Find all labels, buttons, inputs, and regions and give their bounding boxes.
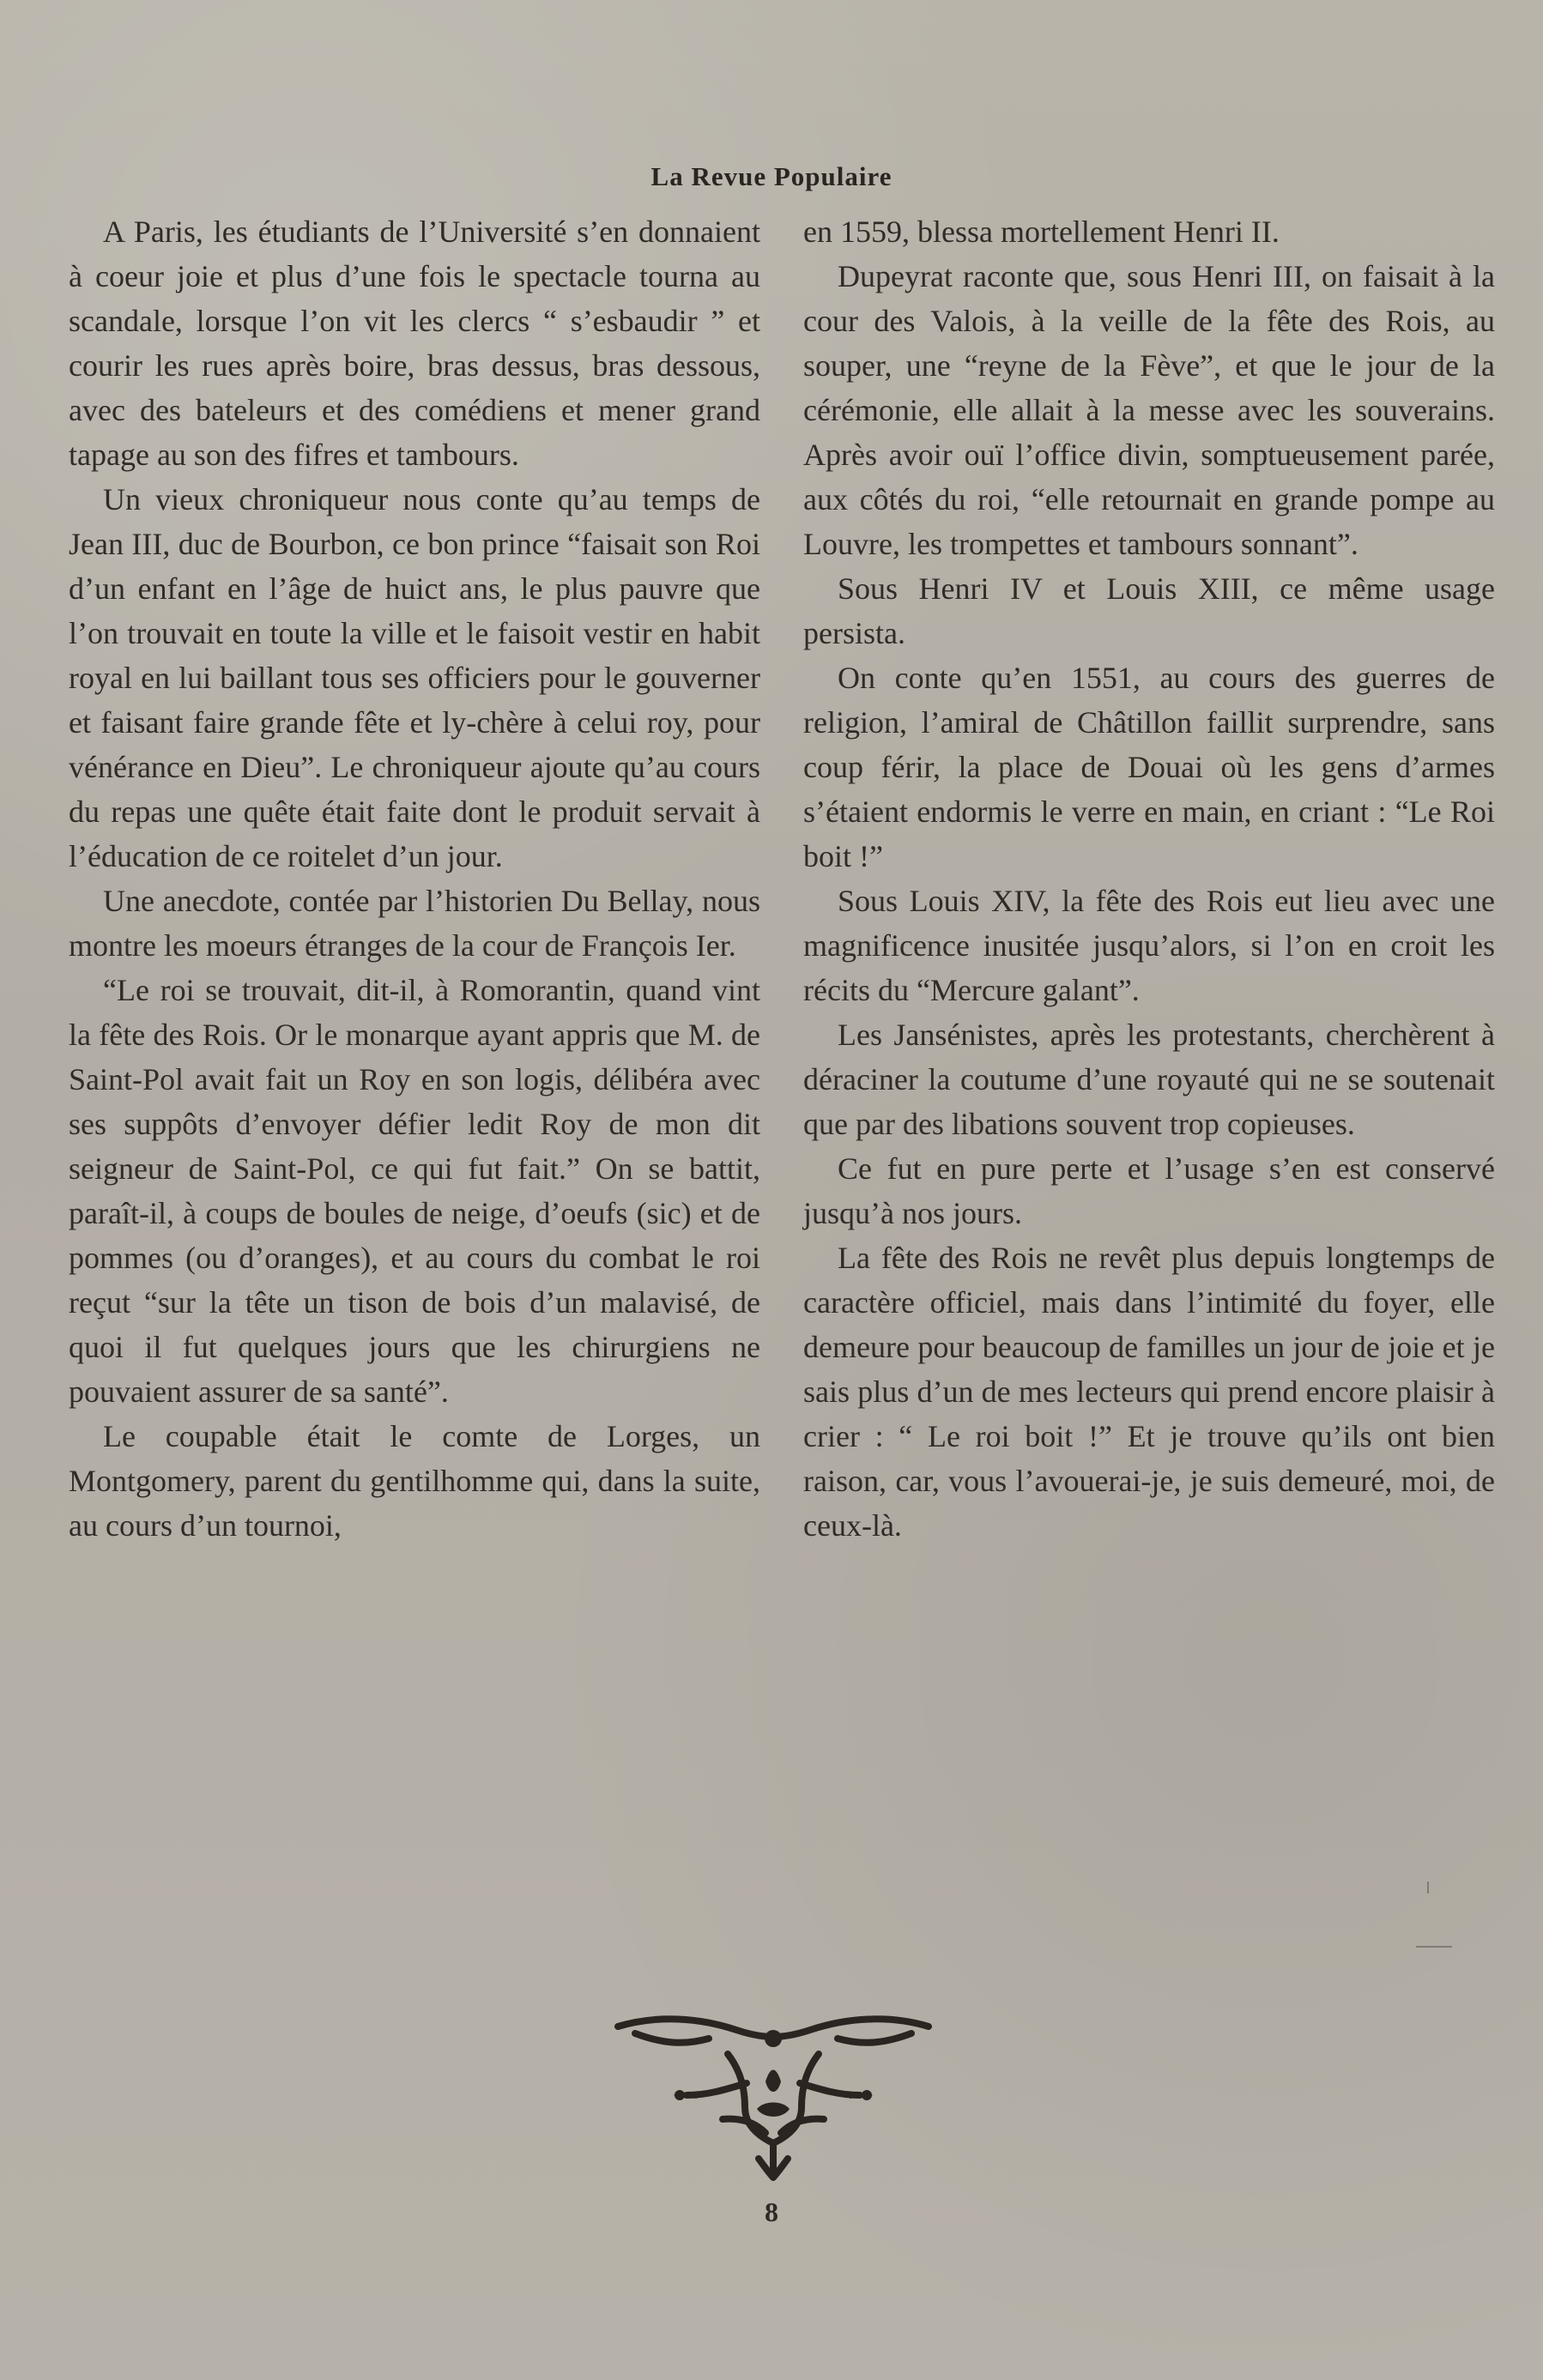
right-paragraph-4: On conte qu’en 1551, au cours des guerres de religion, l’amiral de Châtillon faillit surprendre, sans coup férir, la place de Douai où les gens d’armes s’étaient endormis le verre en main, en criant : “Le Roi boit !”: [803, 661, 1495, 873]
left-paragraph-5: Le coupable était le comte de Lorges, un Montgomery, parent du gentilhomme qui, dans la suite, au cours d’un tournoi,: [69, 1419, 760, 1543]
left-text-column: [69, 209, 760, 1548]
right-paragraph-8: La fête des Rois ne revêt plus depuis longtemps de caractère officiel, mais dans l’intimité du foyer, elle demeure pour beaucoup de familles un jour de joie et je sais plus d’un de mes lecteurs qui prend encore plaisir à crier : “ Le roi boit !” Et je trouve qu’ils ont bien raison, car, vous l’avouerai-je, je suis demeuré, moi, de ceux-là.: [803, 1241, 1495, 1543]
left-paragraph-3: Une anecdote, contée par l’historien Du Bellay, nous montre les moeurs étranges de la cour de François Ier.: [69, 884, 760, 963]
decorative-ornament-icon: [597, 2006, 949, 2186]
ink-tick-mark: [1427, 1882, 1429, 1894]
right-text-column: [803, 209, 1495, 1548]
right-paragraph-2: Dupeyrat raconte que, sous Henri III, on faisait à la cour des Valois, à la veille de la fête des Rois, au souper, une “reyne de la Fève”, et que le jour de la cérémonie, elle allait à la messe avec les souverains. Après avoir ouï l’office divin, somptueusement parée, aux côtés du roi, “elle retournait en grande pompe au Louvre, les trompettes et tambours sonnant”.: [803, 259, 1495, 561]
right-paragraph-6: Les Jansénistes, après les protestants, cherchèrent à déraciner la coutume d’une royauté qui ne se soutenait que par des libations souvent trop copieuses.: [803, 1018, 1495, 1141]
left-paragraph-2: Un vieux chroniqueur nous conte qu’au temps de Jean III, duc de Bourbon, ce bon prince “faisait son Roi d’un enfant en l’âge de huict ans, le plus pauvre que l’on trouvait en toute la ville et le faisoit vestir en habit royal en lui baillant tous ses officiers pour le gouverner et faisant faire grande fête et ly-chère à celui roy, pour vénérance en Dieu”. Le chroniqueur ajoute qu’au cours du repas une quête était faite dont le produit servait à l’éducation de ce roitelet d’un jour.: [69, 482, 760, 873]
page-number: 8: [765, 2196, 778, 2227]
right-paragraph-7: Ce fut en pure perte et l’usage s’en est conservé jusqu’à nos jours.: [803, 1151, 1495, 1230]
right-paragraph-3: Sous Henri IV et Louis XIII, ce même usage persista.: [803, 571, 1495, 650]
right-paragraph-5: Sous Louis XIV, la fête des Rois eut lieu avec une magnificence inusitée jusqu’alors, si l’on en croit les récits du “Mercure galant”.: [803, 884, 1495, 1007]
right-paragraph-1: en 1559, blessa mortellement Henri II.: [803, 214, 1280, 249]
page-header: La Revue Populaire: [650, 161, 893, 191]
left-paragraph-1: A Paris, les étudiants de l’Université s’en donnaient à coeur joie et plus d’une fois le spectacle tourna au scandale, lorsque l’on vit les clercs “ s’esbaudir ” et courir les rues après boire, bras dessus, bras dessous, avec des bateleurs et des comédiens et mener grand tapage au son des fifres et tambours.: [69, 214, 760, 472]
left-paragraph-4: “Le roi se trouvait, dit-il, à Romorantin, quand vint la fête des Rois. Or le monarque ayant appris que M. de Saint-Pol avait fait un Roy en son logis, délibéra avec ses suppôts d’envoyer défier ledit Roy de mon dit seigneur de Saint-Pol, ce qui fut fait.” On se battit, paraît-il, à coups de boules de neige, d’oeufs (sic) et de pommes (ou d’oranges), et au cours du combat le roi reçut “sur la tête un tison de bois d’un malavisé, de quoi il fut quelques jours que les chirurgiens ne pouvaient assurer de sa santé”.: [69, 973, 760, 1409]
ink-dash-mark: [1416, 1946, 1452, 1948]
